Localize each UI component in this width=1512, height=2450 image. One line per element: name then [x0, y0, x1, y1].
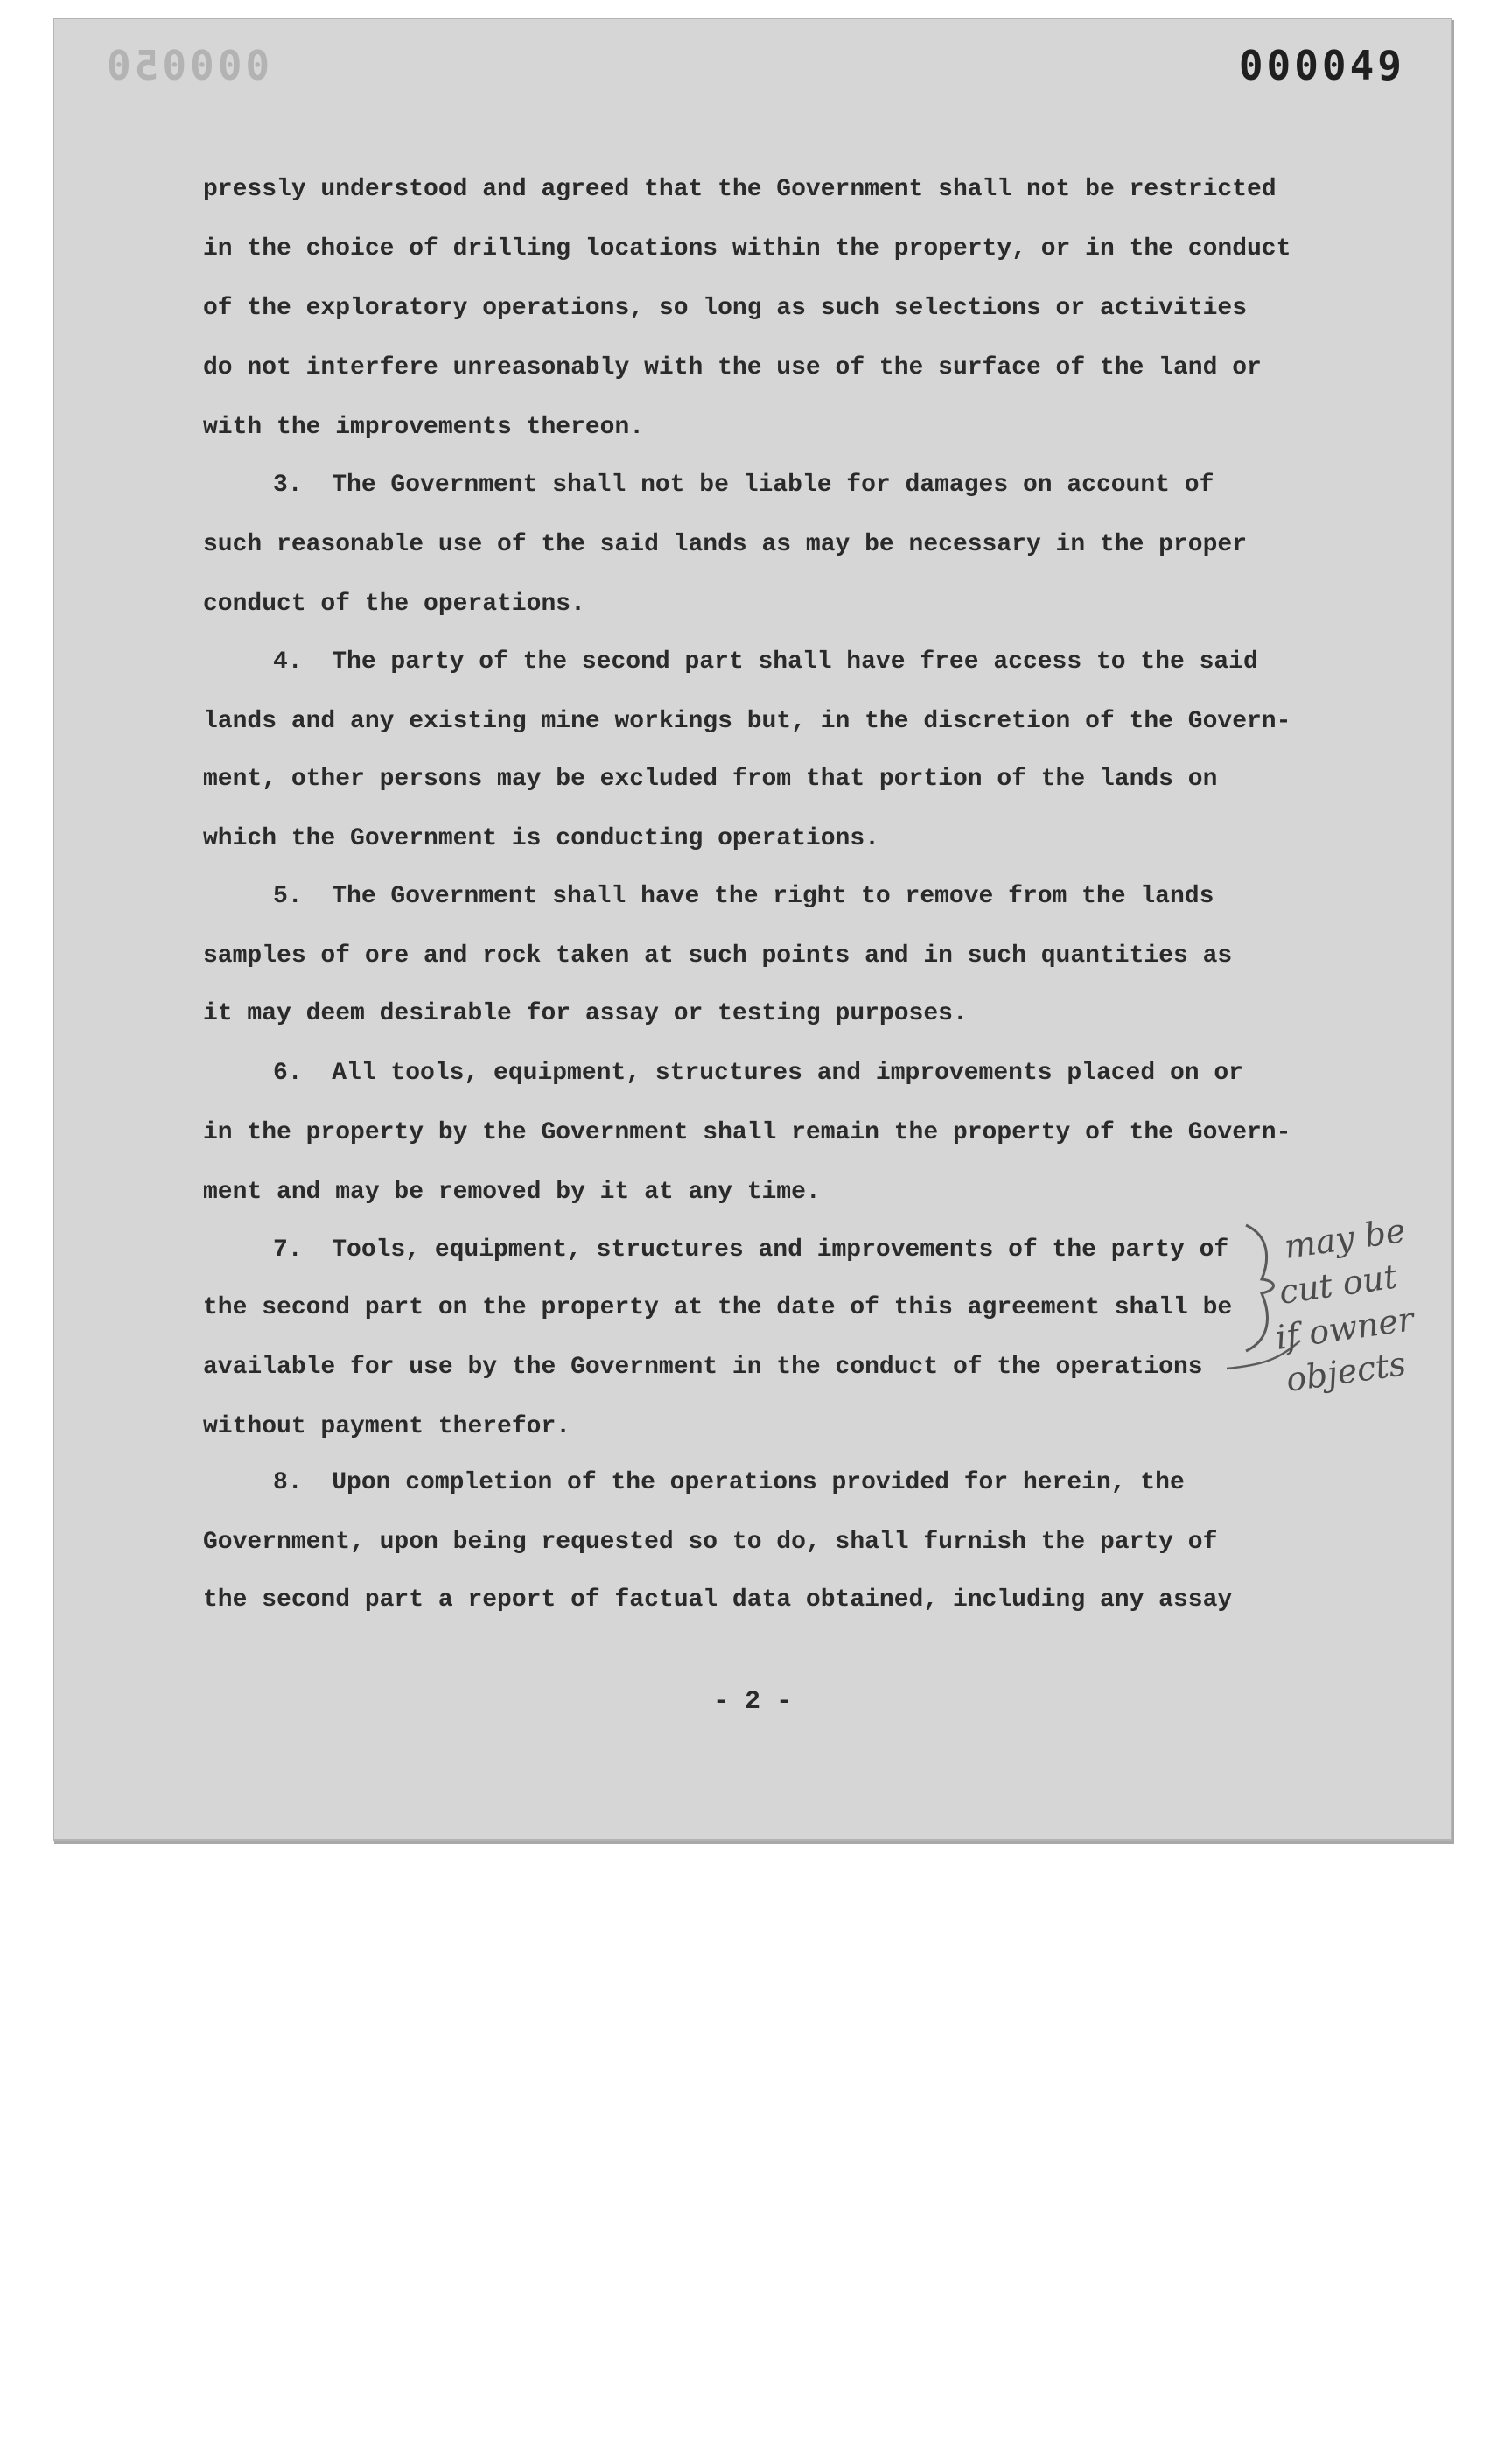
body-line: Government, upon being requested so to do, shall furnish the party of	[203, 1529, 1218, 1556]
note-line: cut out	[1277, 1256, 1400, 1312]
body-line: lands and any existing mine workings but, in the discretion of the Govern-	[203, 708, 1292, 735]
body-line: ment, other persons may be excluded from that portion of the lands on	[203, 766, 1218, 793]
paragraph-8-start: 8. Upon completion of the operations provided for herein, the	[273, 1469, 1185, 1496]
body-line: do not interfere unreasonably with the use of the surface of the land or	[203, 354, 1262, 382]
brace-mark	[1246, 1225, 1274, 1351]
body-line: the second part on the property at the date of this agreement shall be	[203, 1294, 1233, 1321]
body-line: in the choice of drilling locations within the property, or in the conduct	[203, 235, 1292, 262]
note-line: if owner	[1273, 1299, 1417, 1357]
page-stamp-number: 000049	[1238, 42, 1405, 89]
document-page	[52, 18, 1452, 1841]
page-number: - 2 -	[712, 1687, 792, 1717]
body-line: the second part a report of factual data obtained, including any assay	[203, 1586, 1233, 1614]
body-line: with the improvements thereon.	[203, 414, 645, 441]
handwritten-margin-note	[1227, 1209, 1472, 1419]
paragraph-3-start: 3. The Government shall not be liable for damages on account of	[273, 472, 1214, 499]
note-line: may be	[1282, 1210, 1408, 1266]
paragraph-7-start: 7. Tools, equipment, structures and improvements of the party of	[273, 1236, 1229, 1264]
body-line: which the Government is conducting operations.	[203, 825, 879, 852]
body-line: conduct of the operations.	[203, 591, 585, 618]
body-line: ment and may be removed by it at any time.	[203, 1179, 821, 1206]
body-line: without payment therefor.	[203, 1413, 571, 1440]
body-line: samples of ore and rock taken at such points and in such quantities as	[203, 942, 1233, 970]
body-line: such reasonable use of the said lands as may be necessary in the proper	[203, 531, 1247, 558]
body-line: available for use by the Government in the conduct of the operations	[203, 1354, 1203, 1381]
paragraph-5-start: 5. The Government shall have the right to remove from the lands	[273, 883, 1214, 910]
body-line: of the exploratory operations, so long as such selections or activities	[203, 295, 1247, 322]
body-line: pressly understood and agreed that the Government shall not be restricted	[203, 176, 1277, 203]
body-line: in the property by the Government shall remain the property of the Govern-	[203, 1119, 1292, 1146]
paragraph-6-start: 6. All tools, equipment, structures and improvements placed on or	[273, 1060, 1243, 1087]
bleed-through-page-stamp: 000050	[103, 42, 270, 89]
body-line: it may deem desirable for assay or testing purposes.	[203, 1000, 968, 1027]
paragraph-4-start: 4. The party of the second part shall have free access to the said	[273, 648, 1258, 676]
note-line: objects	[1284, 1344, 1409, 1399]
